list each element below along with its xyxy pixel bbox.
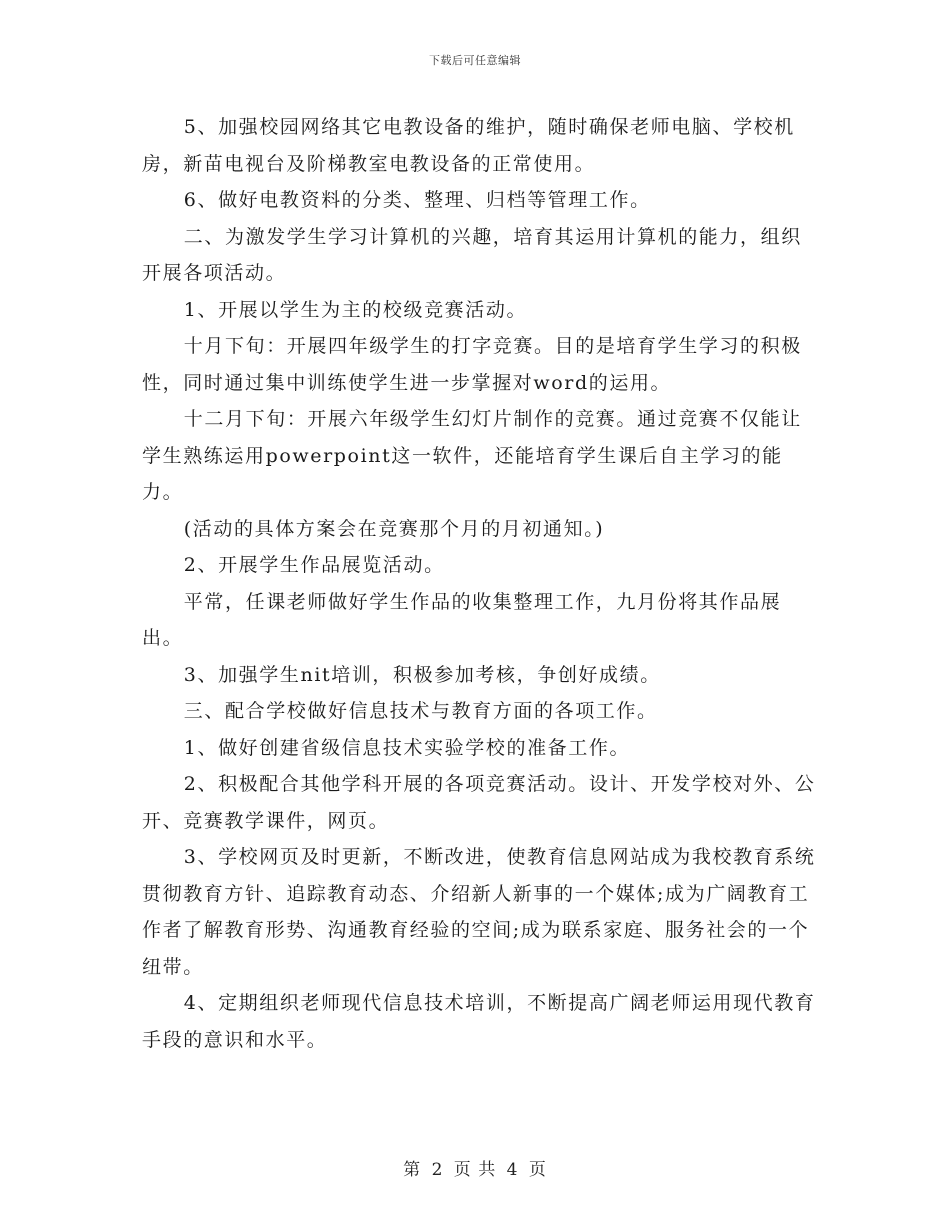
header-text: 下载后可任意编辑 <box>429 54 521 67</box>
paragraph: 3、学校网页及时更新，不断改进，使教育信息网站成为我校教育系统贯彻教育方针、追踪教育动态、介绍新人新事的一个媒体;成为广阔教育工作者了解教育形势、沟通教育经验的空间;成为联系家庭、服务社会的一个纽带。 <box>142 846 816 978</box>
paragraph: (活动的具体方案会在竞赛那个月的月初通知。) <box>183 517 605 540</box>
paragraph: 十二月下旬：开展六年级学生幻灯片制作的竞赛。通过竞赛不仅能让学生熟练运用powerpoint这一软件，还能培育学生课后自主学习的能力。 <box>142 408 802 503</box>
paragraph: 2、开展学生作品展览活动。 <box>183 554 445 576</box>
paragraph: 三、配合学校做好信息技术与教育方面的各项工作。 <box>183 700 658 722</box>
paragraph: 1、开展以学生为主的校级竞赛活动。 <box>183 298 528 321</box>
paragraph: 3、加强学生nit培训，积极参加考核，争创好成绩。 <box>183 663 661 686</box>
footer-page-number: 2 <box>431 1160 444 1180</box>
document-body <box>142 109 822 1058</box>
paragraph: 十月下旬：开展四年级学生的打字竞赛。目的是培育学生学习的积极性，同时通过集中训练使学生进一步掌握对word的运用。 <box>142 335 802 394</box>
paragraph: 1、做好创建省级信息技术实验学校的准备工作。 <box>183 736 631 759</box>
footer-prefix: 第 <box>403 1160 422 1180</box>
paragraph: 6、做好电教资料的分类、整理、归档等管理工作。 <box>183 189 651 211</box>
paragraph: 4、定期组织老师现代信息技术培训，不断提高广阔老师运用现代教育手段的意识和水平。 <box>142 992 816 1051</box>
footer-middle: 页 共 <box>453 1160 497 1180</box>
page-header <box>0 52 950 68</box>
paragraph: 2、积极配合其他学科开展的各项竞赛活动。设计、开发学校对外、公开、竞赛教学课件，网页。 <box>142 773 816 832</box>
page-footer <box>0 1155 950 1180</box>
paragraph: 平常，任课老师做好学生作品的收集整理工作，九月份将其作品展出。 <box>142 590 782 649</box>
paragraph: 二、为激发学生学习计算机的兴趣，培育其运用计算机的能力，组织开展各项活动。 <box>142 225 802 284</box>
footer-suffix: 页 <box>528 1160 547 1180</box>
footer-total-pages: 4 <box>506 1160 519 1180</box>
paragraph: 5、加强校园网络其它电教设备的维护，随时确保老师电脑、学校机房，新苗电视台及阶梯教室电教设备的正常使用。 <box>142 116 795 175</box>
